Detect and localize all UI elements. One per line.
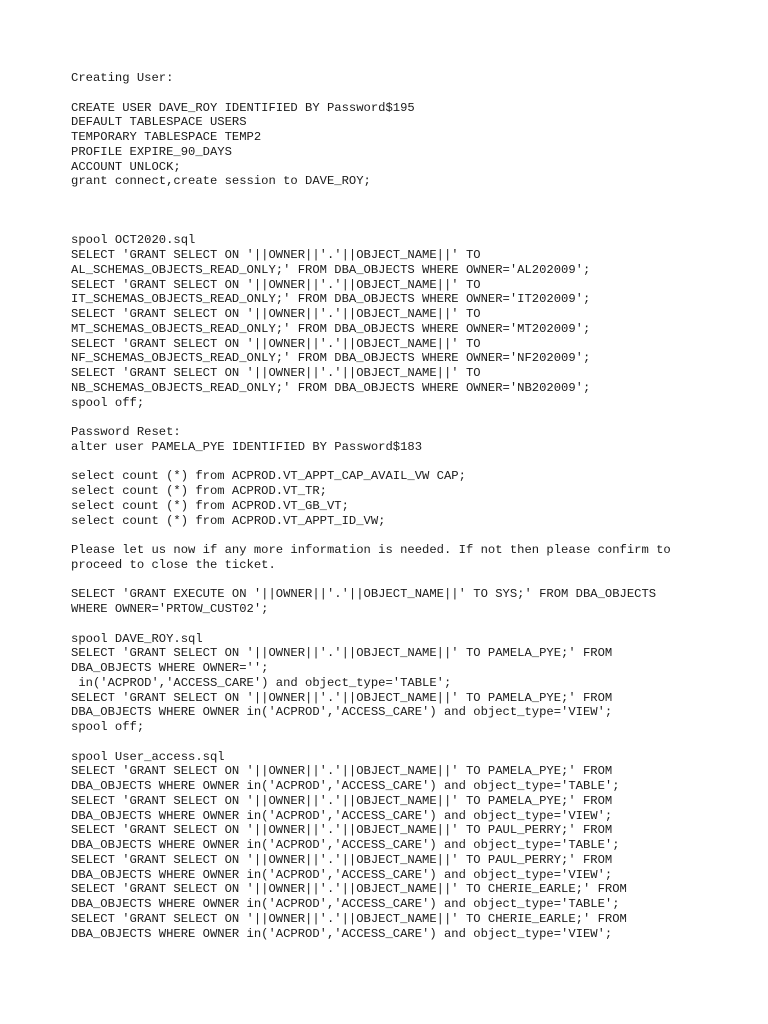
text-line: alter user PAMELA_PYE IDENTIFIED BY Password$183 [71,439,423,454]
paragraph-spacer [71,735,731,750]
text-line: DBA_OBJECTS WHERE OWNER in('ACPROD','ACCESS_CARE') and object_type='VIEW'; [71,705,613,720]
text-line: SELECT 'GRANT SELECT ON '||OWNER||'.'||OBJECT_NAME||' TO [71,336,481,351]
text-line: Password Reset: [71,425,181,439]
grant-execute-block [71,587,731,617]
text-line: SELECT 'GRANT SELECT ON '||OWNER||'.'||OBJECT_NAME||' TO PAMELA_PYE;' FROM [71,764,613,779]
text-line: select count (*) from ACPROD.VT_APPT_ID_VW; [71,513,386,528]
paragraph-spacer [71,528,731,543]
text-line: select count (*) from ACPROD.VT_APPT_CAP_AVAIL_VW CAP; [71,469,466,484]
paragraph-spacer [71,455,731,470]
text-line: IT_SCHEMAS_OBJECTS_READ_ONLY;' FROM DBA_OBJECTS WHERE OWNER='IT202009'; [71,292,591,307]
text-line: DBA_OBJECTS WHERE OWNER in('ACPROD','ACCESS_CARE') and object_type='TABLE'; [71,897,620,911]
text-line: DBA_OBJECTS WHERE OWNER in('ACPROD','ACCESS_CARE') and object_type='TABLE'; [71,838,620,852]
text-line: SELECT 'GRANT SELECT ON '||OWNER||'.'||OBJECT_NAME||' TO PAUL_PERRY;' FROM [71,823,613,838]
text-line: AL_SCHEMAS_OBJECTS_READ_ONLY;' FROM DBA_OBJECTS WHERE OWNER='AL202009'; [71,262,591,277]
creating-user-heading [71,71,731,86]
text-line: SELECT 'GRANT SELECT ON '||OWNER||'.'||OBJECT_NAME||' TO CHERIE_EARLE;' FROM [71,882,627,897]
text-line: CREATE USER DAVE_ROY IDENTIFIED BY Password$195 [71,100,415,115]
text-line: DBA_OBJECTS WHERE OWNER in('ACPROD','ACCESS_CARE') and object_type='VIEW'; [71,808,613,823]
text-line: proceed to close the ticket. [71,557,276,572]
text-line: Creating User: [71,71,174,85]
select-count-block [71,469,731,528]
text-line: NB_SCHEMAS_OBJECTS_READ_ONLY;' FROM DBA_OBJECTS WHERE OWNER='NB202009'; [71,380,591,395]
text-line: spool off; [71,395,145,410]
text-line: TEMPORARY TABLESPACE TEMP2 [71,130,262,144]
paragraph-spacer [71,410,731,425]
text-line: SELECT 'GRANT SELECT ON '||OWNER||'.'||OBJECT_NAME||' TO [71,366,481,380]
text-line: WHERE OWNER='PRTOW_CUST02'; [71,602,269,616]
text-line: select count (*) from ACPROD.VT_GB_VT; [71,498,349,513]
text-line: spool User_access.sql [71,749,225,764]
document-page [71,71,731,941]
text-line: SELECT 'GRANT SELECT ON '||OWNER||'.'||OBJECT_NAME||' TO PAMELA_PYE;' FROM [71,690,613,705]
text-line: spool DAVE_ROY.sql [71,631,203,646]
text-line: SELECT 'GRANT SELECT ON '||OWNER||'.'||OBJECT_NAME||' TO CHERIE_EARLE;' FROM [71,911,627,926]
text-line: spool OCT2020.sql [71,233,196,248]
text-line: SELECT 'GRANT SELECT ON '||OWNER||'.'||OBJECT_NAME||' TO PAMELA_PYE;' FROM [71,646,613,661]
text-line: SELECT 'GRANT SELECT ON '||OWNER||'.'||OBJECT_NAME||' TO [71,307,481,321]
text-line: MT_SCHEMAS_OBJECTS_READ_ONLY;' FROM DBA_OBJECTS WHERE OWNER='MT202009'; [71,321,591,336]
paragraph-spacer [71,86,731,101]
text-line: DBA_OBJECTS WHERE OWNER in('ACPROD','ACCESS_CARE') and object_type='VIEW'; [71,867,613,882]
text-line: DBA_OBJECTS WHERE OWNER in('ACPROD','ACCESS_CARE') and object_type='TABLE'; [71,779,620,793]
spool-dave-roy-block [71,632,731,735]
text-line: SELECT 'GRANT SELECT ON '||OWNER||'.'||OBJECT_NAME||' TO PAUL_PERRY;' FROM [71,852,613,867]
spool-oct2020-block [71,233,731,410]
text-line: DBA_OBJECTS WHERE OWNER=''; [71,661,269,675]
text-line: Please let us now if any more information is needed. If not then please confirm to [71,543,671,557]
text-line: grant connect,create session to DAVE_ROY; [71,174,371,189]
text-line: ACCOUNT UNLOCK; [71,159,181,174]
text-line: SELECT 'GRANT SELECT ON '||OWNER||'.'||OBJECT_NAME||' TO [71,277,481,292]
text-line: SELECT 'GRANT SELECT ON '||OWNER||'.'||OBJECT_NAME||' TO PAMELA_PYE;' FROM [71,793,613,808]
paragraph-spacer [71,189,731,233]
paragraph-spacer [71,573,731,588]
text-line: SELECT 'GRANT EXECUTE ON '||OWNER||'.'||OBJECT_NAME||' TO SYS;' FROM DBA_OBJECTS [71,587,657,602]
text-line: select count (*) from ACPROD.VT_TR; [71,484,327,498]
text-line: spool off; [71,720,145,734]
text-line: NF_SCHEMAS_OBJECTS_READ_ONLY;' FROM DBA_OBJECTS WHERE OWNER='NF202009'; [71,351,591,366]
text-line: SELECT 'GRANT SELECT ON '||OWNER||'.'||OBJECT_NAME||' TO [71,248,481,262]
text-line: PROFILE EXPIRE_90_DAYS [71,144,232,159]
spool-user-access-block [71,750,731,942]
create-user-block [71,101,731,190]
text-line: DEFAULT TABLESPACE USERS [71,115,247,130]
text-line: in('ACPROD','ACCESS_CARE') and object_type='TABLE'; [71,675,452,690]
paragraph-spacer [71,617,731,632]
password-reset-block [71,425,731,455]
confirmation-message-block [71,543,731,573]
text-line: DBA_OBJECTS WHERE OWNER in('ACPROD','ACCESS_CARE') and object_type='VIEW'; [71,926,613,941]
